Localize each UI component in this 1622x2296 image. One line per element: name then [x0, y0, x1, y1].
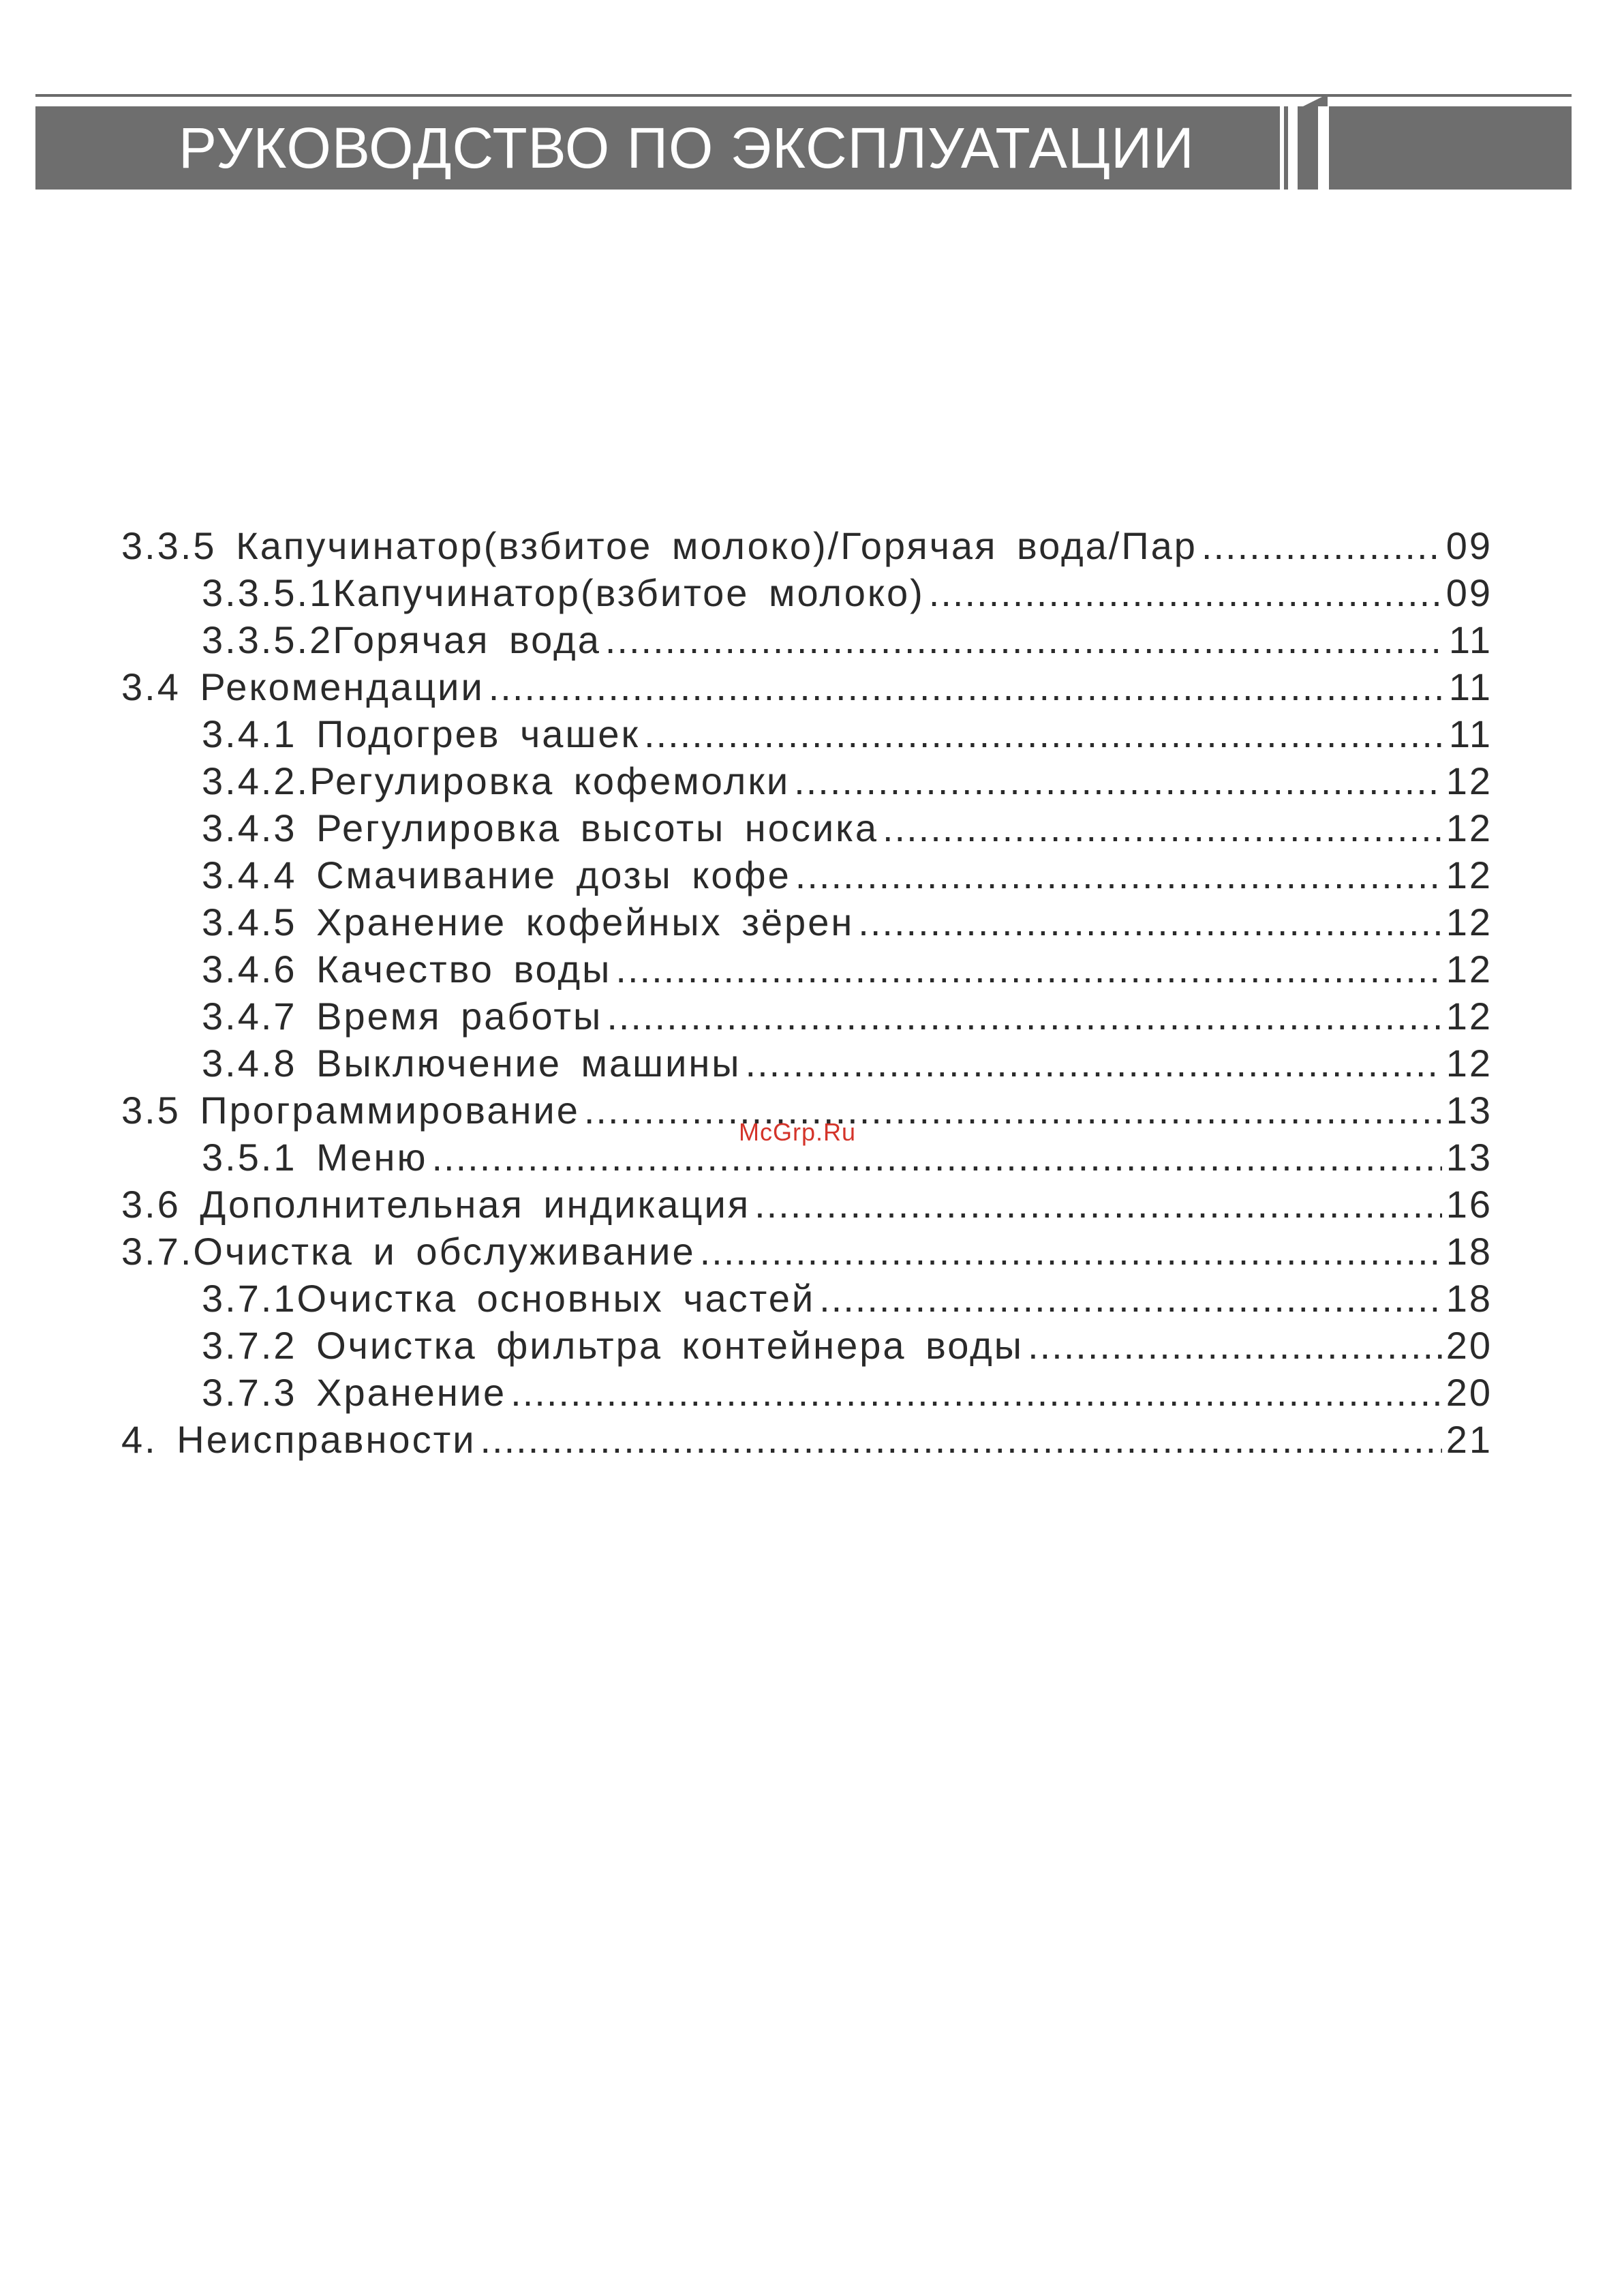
- toc-entry-label: 3.7.Очистка и обслуживание: [121, 1230, 696, 1273]
- toc-entry[interactable]: [121, 663, 1493, 710]
- header-right-block: [1329, 106, 1572, 190]
- toc-entry-page: 18: [1445, 1277, 1493, 1320]
- toc-entry-page: 09: [1445, 524, 1493, 567]
- toc-dot-leader: [480, 1416, 1442, 1463]
- toc-entry-label: 3.3.5.2Горячая вода: [202, 618, 601, 661]
- toc-dot-leader: [795, 851, 1442, 898]
- toc-entry[interactable]: [121, 1228, 1493, 1275]
- toc-entry-label: 3.6 Дополнительная индикация: [121, 1183, 751, 1226]
- toc-dot-leader: [929, 569, 1442, 616]
- toc-entry[interactable]: [121, 1369, 1493, 1416]
- toc-entry-page: 12: [1445, 901, 1493, 943]
- toc-entry-label: 3.4.6 Качество воды: [202, 948, 612, 991]
- toc-entry-page: 12: [1445, 1042, 1493, 1085]
- toc-entry-label: 3.7.3 Хранение: [202, 1371, 507, 1414]
- toc-dot-leader: [431, 1134, 1441, 1181]
- toc-entry-page: 16: [1445, 1183, 1493, 1226]
- toc-entry-label: 3.3.5.1Капучинатор(взбитое молоко): [202, 571, 925, 614]
- toc-entry[interactable]: [121, 898, 1493, 946]
- toc-entry[interactable]: [121, 1275, 1493, 1322]
- toc-entry-page: 20: [1445, 1371, 1493, 1414]
- header-tab-decoration: [1280, 106, 1329, 190]
- toc-entry[interactable]: [121, 1040, 1493, 1087]
- toc-entry-page: 13: [1445, 1136, 1493, 1179]
- toc-entry-page: 09: [1445, 571, 1493, 614]
- toc-dot-leader: [746, 1040, 1442, 1087]
- toc-entry-page: 11: [1448, 665, 1493, 708]
- toc-entry-label: 3.5 Программирование: [121, 1089, 580, 1132]
- toc-entry-page: 11: [1448, 618, 1493, 661]
- toc-dot-leader: [1202, 522, 1442, 569]
- toc-entry[interactable]: [121, 804, 1493, 851]
- toc-entry-label: 3.4.8 Выключение машины: [202, 1042, 741, 1085]
- toc-dot-leader: [819, 1275, 1442, 1322]
- toc-entry-label: 3.4.5 Хранение кофейных зёрен: [202, 901, 855, 943]
- toc-dot-leader: [858, 898, 1441, 946]
- toc-entry-page: 12: [1445, 759, 1493, 802]
- toc-dot-leader: [615, 946, 1441, 993]
- toc-entry[interactable]: [121, 757, 1493, 804]
- toc-entry-label: 3.4.1 Подогрев чашек: [202, 712, 641, 755]
- toc-dot-leader: [700, 1228, 1442, 1275]
- toc-entry-page: 12: [1445, 806, 1493, 849]
- toc-entry-label: 3.4.3 Регулировка высоты носика: [202, 806, 878, 849]
- toc-entry-label: 3.4.7 Время работы: [202, 995, 603, 1038]
- toc-entry[interactable]: [121, 522, 1493, 569]
- toc-entry-label: 3.7.1Очистка основных частей: [202, 1277, 816, 1320]
- toc-dot-leader: [883, 804, 1442, 851]
- toc-entry-page: 18: [1445, 1230, 1493, 1273]
- toc-dot-leader: [607, 993, 1441, 1040]
- toc-entry-label: 3.4.2.Регулировка кофемолки: [202, 759, 791, 802]
- toc-entry-label: 3.3.5 Капучинатор(взбитое молоко)/Горячая вода/Пар: [121, 524, 1197, 567]
- toc-entry-page: 12: [1445, 995, 1493, 1038]
- watermark: McGrp.Ru: [739, 1118, 857, 1146]
- toc-dot-leader: [754, 1181, 1442, 1228]
- toc-entry[interactable]: [121, 1322, 1493, 1369]
- toc-dot-leader: [489, 663, 1445, 710]
- toc-entry-label: 3.4 Рекомендации: [121, 665, 485, 708]
- toc-entry-label: 3.4.4 Смачивание дозы кофе: [202, 854, 791, 896]
- toc-entry-page: 12: [1445, 854, 1493, 896]
- toc-dot-leader: [510, 1369, 1442, 1416]
- table-of-contents: [121, 522, 1493, 1463]
- toc-dot-leader: [584, 1087, 1442, 1134]
- toc-entry-page: 20: [1445, 1324, 1493, 1367]
- toc-entry[interactable]: [121, 1181, 1493, 1228]
- toc-entry[interactable]: [121, 569, 1493, 616]
- toc-dot-leader: [794, 757, 1442, 804]
- toc-entry[interactable]: [121, 1416, 1493, 1463]
- toc-entry[interactable]: [121, 851, 1493, 898]
- toc-entry-page: 11: [1448, 712, 1493, 755]
- toc-dot-leader: [605, 616, 1445, 663]
- toc-entry-page: 13: [1445, 1089, 1493, 1132]
- header-band: [35, 106, 1572, 190]
- toc-entry[interactable]: [121, 946, 1493, 993]
- toc-entry-page: 21: [1445, 1418, 1493, 1461]
- toc-entry[interactable]: [121, 710, 1493, 757]
- top-rule: [35, 94, 1572, 97]
- toc-entry-label: 4. Неисправности: [121, 1418, 476, 1461]
- toc-entry[interactable]: [121, 993, 1493, 1040]
- toc-dot-leader: [1028, 1322, 1442, 1369]
- toc-entry-label: 3.5.1 Меню: [202, 1136, 428, 1179]
- toc-entry[interactable]: [121, 616, 1493, 663]
- page-title: РУКОВОДСТВО ПО ЭКСПЛУАТАЦИИ: [179, 116, 1195, 180]
- toc-entry-page: 12: [1445, 948, 1493, 991]
- toc-entry-label: 3.7.2 Очистка фильтра контейнера воды: [202, 1324, 1024, 1367]
- toc-dot-leader: [644, 710, 1445, 757]
